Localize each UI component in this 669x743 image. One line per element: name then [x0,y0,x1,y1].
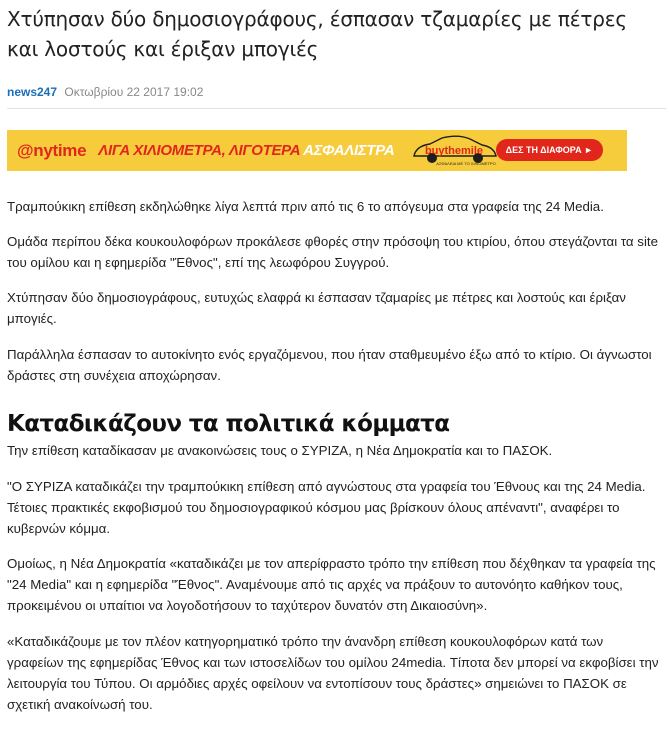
paragraph-8: «Καταδικάζουμε με τον πλέον κατηγορηματικό τρόπο την άνανδρη επίθεση κουκουλοφόρων κατά των γραφείων της εφημερίδας Έθνος και των ιστοσελίδων του ομίλου 24media. Τίποτα δεν μπορεί να εκφοβίσει την λειτουργία του Τύπου. Οι αρμόδιες αρχές οφείλουν να εντοπίσουν τους δράστες» σημειώνει το ΠΑΣΟΚ σε σχετική ανακοίνωσή του. [7,634,659,712]
meta-divider [7,108,666,109]
paragraph-5: Την επίθεση καταδίκασαν με ανακοινώσεις τους ο ΣΥΡΙΖΑ, η Νέα Δημοκρατία και το ΠΑΣΟΚ. [7,443,553,458]
ad-banner[interactable] [7,130,627,171]
ad-brand-logo: @nytime [17,140,87,160]
ad-cta-button[interactable]: ΔΕΣ ΤΗ ΔΙΑΦΟΡΑ ► [496,139,603,161]
ad-product-name: buythemile [425,144,484,157]
paragraph-3: Χτύπησαν δύο δημοσιογράφους, ευτυχώς ελαφρά κι έσπασαν τζαμαρίες με πέτρες και λοστούς και έριξαν μπογιές. [7,290,626,326]
section-heading: Καταδικάζουν τα πολιτικά κόμματα [7,411,450,437]
ad-product-sub: ΑΣΦΑΛΕΙΑ ΜΕ ΤΟ ΧΙΛΙΟΜΕΤΡΟ [436,160,497,166]
article-meta [7,84,203,100]
paragraph-6: "Ο ΣΥΡΙΖΑ καταδικάζει την τραμπούκικη επίθεση από αγνώστους στα γραφεία του Έθνους και της 24 Media. Τέτοιες πρακτικές εκφοβισμού του δημοσιογραφικού κόσμου μας βρίσκουν όλους απέναντι", αναφέρει το κυβερνών κόμμα. [7,479,646,536]
paragraph-7: Ομοίως, η Νέα Δημοκρατία «καταδικάζει με τον απερίφραστο τρόπο την επίθεση που δέχθηκαν τα γραφεία της "24 Media" και η εφημερίδα "Έθνος". Αναμένουμε από τις αρχές να πράξουν το αυτονόητο καθήκον τους, προκειμένου οι υπαίτιοι να λογοδοτήσουν το ταχύτερον δυνατόν στη Δικαιοσύνη». [7,556,656,613]
ad-slogan-part1: ΛΙΓΑ ΧΙΛΙΟΜΕΤΡΑ, ΛΙΓΟΤΕΡΑ [98,142,300,159]
source-link[interactable]: news247 [7,85,58,99]
ad-slogan-part2: ΑΣΦΑΛΙΣΤΡΑ [303,142,395,159]
car-logo-icon [408,134,500,168]
article-date: Οκτωβρίου 22 2017 19:02 [64,85,204,99]
paragraph-4: Παράλληλα έσπασαν το αυτοκίνητο ενός εργαζόμενου, που ήταν σταθμευμένο έξω από το κτίριο. Οι άγνωστοι δράστες στη συνέχεια αποχώρησαν. [7,347,652,383]
paragraph-2: Ομάδα περίπου δέκα κουκουλοφόρων προκάλεσε φθορές στην πρόσοψη του κτιρίου, όπου στεγάζονται τα site του ομίλου και η εφημερίδα "Έθνος", επί της λεωφόρου Συγγρού. [7,234,658,270]
article-title: Χτύπησαν δύο δημοσιογράφους, έσπασαν τζαμαρίες με πέτρες και λοστούς και έριξαν μπογιές [7,7,627,61]
ad-slogan [98,142,394,159]
paragraph-1: Τραμπούκικη επίθεση εκδηλώθηκε λίγα λεπτά πριν από τις 6 το απόγευμα στα γραφεία της 24 Media. [7,199,604,214]
